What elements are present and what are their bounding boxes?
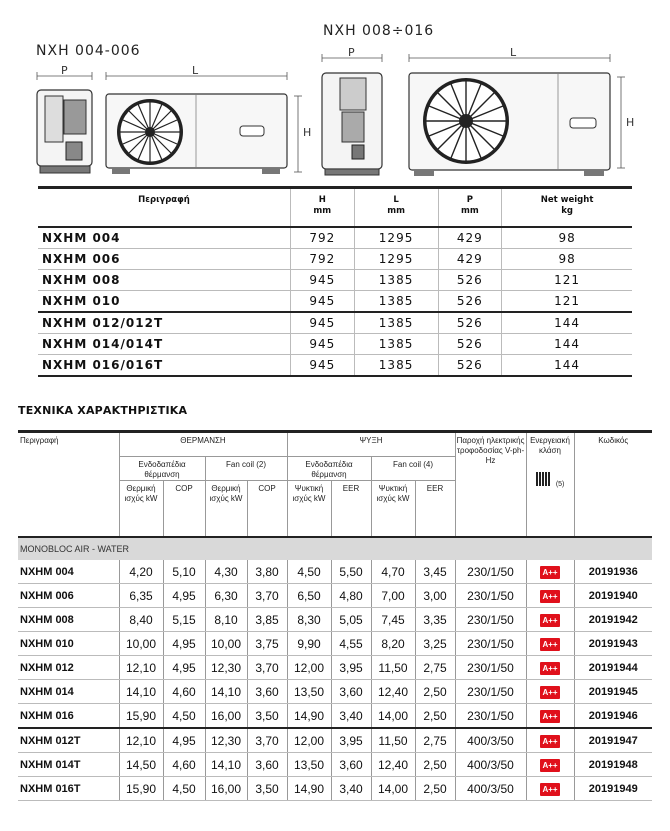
tech-cell: 8,30 (287, 608, 331, 632)
tech-cell: 15,90 (119, 777, 163, 801)
dims-cell: 1385 (354, 270, 438, 291)
tech-cell: 14,10 (205, 753, 247, 777)
dims-cell: 945 (291, 291, 355, 313)
dims-cell: 945 (291, 355, 355, 377)
tech-cell: 7,00 (371, 584, 415, 608)
dims-cell: 526 (438, 334, 502, 355)
tech-cell: 3,50 (247, 777, 287, 801)
dims-cell: 429 (438, 249, 502, 270)
tech-cell: 16,00 (205, 777, 247, 801)
dim-label-h-small: H (303, 126, 312, 139)
tech-cell: 4,60 (163, 753, 205, 777)
dims-cell: 1295 (354, 227, 438, 249)
tech-model-name: NXHM 006 (18, 584, 119, 608)
tech-cell: 3,60 (331, 680, 371, 704)
tech-cell: 400/3/50 (455, 728, 526, 753)
tech-cell: 8,40 (119, 608, 163, 632)
tech-header-floor-cooling: Ενδοδαπέδια θέρμανση (287, 457, 371, 481)
small-model-title: NXH 004-006 (36, 43, 141, 59)
dims-row (38, 227, 632, 249)
energy-class-badge: A++ (540, 686, 560, 699)
energy-class-badge: A++ (540, 710, 560, 723)
dims-cell: 121 (502, 270, 632, 291)
dim-label-h-large: H (626, 116, 635, 129)
dims-header-p: P mm (438, 188, 502, 228)
dims-cell: 1385 (354, 312, 438, 334)
tech-row (18, 680, 652, 704)
dim-label-p-large: P (348, 46, 355, 59)
tech-cell: 3,95 (331, 728, 371, 753)
tech-header-eer-2: EER (415, 481, 455, 538)
tech-header-description: Περιγραφή (18, 432, 119, 538)
dims-cell: 98 (502, 249, 632, 270)
energy-class-badge: A++ (540, 735, 560, 748)
tech-cell: 10,00 (205, 632, 247, 656)
dims-row (38, 312, 632, 334)
tech-cell: 6,50 (287, 584, 331, 608)
tech-cell: 16,00 (205, 704, 247, 729)
tech-cell: 5,10 (163, 560, 205, 584)
tech-cell: 12,00 (287, 656, 331, 680)
dims-model-name: NXHM 016/016T (38, 355, 291, 377)
dims-model-name: NXHM 012/012T (38, 312, 291, 334)
tech-row (18, 753, 652, 777)
tech-model-name: NXHM 012T (18, 728, 119, 753)
large-unit-front (409, 73, 610, 176)
dims-cell: 526 (438, 312, 502, 334)
tech-cell: 8,20 (371, 632, 415, 656)
tech-cell: 230/1/50 (455, 632, 526, 656)
tech-cell: 3,75 (247, 632, 287, 656)
tech-cell: 230/1/50 (455, 656, 526, 680)
tech-cell: 5,15 (163, 608, 205, 632)
tech-cell: 12,40 (371, 680, 415, 704)
product-code: 20191936 (574, 560, 652, 584)
tech-cell: 11,50 (371, 656, 415, 680)
tech-cell: 5,05 (331, 608, 371, 632)
tech-cell: 7,45 (371, 608, 415, 632)
product-code: 20191946 (574, 704, 652, 729)
product-code: 20191940 (574, 584, 652, 608)
energy-class-badge: A++ (540, 566, 560, 579)
dims-cell: 1385 (354, 334, 438, 355)
tech-cell: 4,80 (331, 584, 371, 608)
tech-model-name: NXHM 008 (18, 608, 119, 632)
tech-cell: 11,50 (371, 728, 415, 753)
tech-cell: 4,70 (371, 560, 415, 584)
tech-cell: 3,60 (247, 680, 287, 704)
tech-cell: 230/1/50 (455, 560, 526, 584)
tech-model-name: NXHM 014 (18, 680, 119, 704)
dims-model-name: NXHM 006 (38, 249, 291, 270)
tech-cell: 3,60 (247, 753, 287, 777)
tech-cell: 230/1/50 (455, 680, 526, 704)
dims-cell: 945 (291, 334, 355, 355)
tech-cell: 4,95 (163, 656, 205, 680)
tech-cell: 3,70 (247, 728, 287, 753)
energy-class-cell (526, 584, 574, 608)
tech-cell: 3,70 (247, 584, 287, 608)
tech-model-name: NXHM 004 (18, 560, 119, 584)
energy-class-cell (526, 608, 574, 632)
tech-cell: 12,30 (205, 728, 247, 753)
tech-header-cooling-2: Ψυκτική ισχύς kW (371, 481, 415, 538)
tech-cell: 3,00 (415, 584, 455, 608)
product-code: 20191948 (574, 753, 652, 777)
tech-cell: 14,50 (119, 753, 163, 777)
tech-cell: 6,35 (119, 584, 163, 608)
tech-cell: 12,40 (371, 753, 415, 777)
tech-section-title: ΤΕΧΝΙΚΑ ΧΑΡΑΚΤΗΡΙΣΤΙΚΑ (18, 404, 188, 417)
tech-cell: 400/3/50 (455, 753, 526, 777)
tech-row (18, 584, 652, 608)
tech-cell: 9,90 (287, 632, 331, 656)
energy-class-cell (526, 680, 574, 704)
tech-row (18, 632, 652, 656)
tech-header-heating: ΘΕΡΜΑΝΣΗ (119, 432, 287, 457)
tech-cell: 12,10 (119, 656, 163, 680)
product-code: 20191943 (574, 632, 652, 656)
dims-header-l: L mm (354, 188, 438, 228)
tech-cell: 400/3/50 (455, 777, 526, 801)
dims-cell: 144 (502, 312, 632, 334)
tech-cell: 14,90 (287, 704, 331, 729)
tech-row (18, 608, 652, 632)
dims-cell: 945 (291, 270, 355, 291)
tech-cell: 3,40 (331, 704, 371, 729)
tech-cell: 3,40 (331, 777, 371, 801)
energy-class-cell (526, 656, 574, 680)
tech-header-energy-label: Ενεργειακή κλάση (530, 436, 570, 455)
tech-row (18, 560, 652, 584)
dim-label-p-small: P (61, 64, 68, 77)
tech-cell: 12,10 (119, 728, 163, 753)
tech-cell: 8,10 (205, 608, 247, 632)
tech-cell: 3,45 (415, 560, 455, 584)
tech-cell: 230/1/50 (455, 584, 526, 608)
tech-model-name: NXHM 012 (18, 656, 119, 680)
tech-cell: 2,50 (415, 777, 455, 801)
tech-cell: 230/1/50 (455, 704, 526, 729)
tech-header-cop-1: COP (163, 481, 205, 538)
tech-row (18, 704, 652, 729)
tech-model-name: NXHM 014T (18, 753, 119, 777)
tech-cell: 12,00 (287, 728, 331, 753)
product-code: 20191949 (574, 777, 652, 801)
tech-cell: 5,50 (331, 560, 371, 584)
energy-class-cell (526, 704, 574, 729)
tech-cell: 14,00 (371, 777, 415, 801)
tech-header-cooling-1: Ψυκτική ισχύς kW (287, 481, 331, 538)
dims-header-h: H mm (291, 188, 355, 228)
dims-cell: 144 (502, 355, 632, 377)
group-row: MONOBLOC AIR - WATER (18, 537, 652, 560)
tech-cell: 12,30 (205, 656, 247, 680)
large-unit-side (322, 73, 382, 175)
product-drawings (0, 0, 670, 186)
energy-class-badge: A++ (540, 638, 560, 651)
dims-row (38, 249, 632, 270)
dims-cell: 98 (502, 227, 632, 249)
tech-model-name: NXHM 010 (18, 632, 119, 656)
dims-cell: 1385 (354, 291, 438, 313)
tech-header-energy (526, 432, 574, 538)
tech-specs-table (18, 430, 652, 801)
energy-class-badge: A++ (540, 614, 560, 627)
dims-cell: 792 (291, 249, 355, 270)
tech-header-fancoil-4: Fan coil (4) (371, 457, 455, 481)
tech-cell: 14,00 (371, 704, 415, 729)
tech-cell: 4,60 (163, 680, 205, 704)
energy-class-cell (526, 632, 574, 656)
product-code: 20191945 (574, 680, 652, 704)
product-code: 20191942 (574, 608, 652, 632)
dims-cell: 526 (438, 270, 502, 291)
energy-class-badge: A++ (540, 783, 560, 796)
tech-cell: 4,50 (287, 560, 331, 584)
product-code: 20191947 (574, 728, 652, 753)
dims-header-weight: Net weight kg (502, 188, 632, 228)
energy-class-cell (526, 753, 574, 777)
dim-label-l-small: L (192, 64, 199, 77)
tech-cell: 13,50 (287, 680, 331, 704)
tech-model-name: NXHM 016T (18, 777, 119, 801)
tech-cell: 10,00 (119, 632, 163, 656)
tech-row (18, 777, 652, 801)
tech-cell: 4,50 (163, 777, 205, 801)
tech-cell: 3,60 (331, 753, 371, 777)
dims-cell: 792 (291, 227, 355, 249)
dims-cell: 945 (291, 312, 355, 334)
tech-cell: 3,35 (415, 608, 455, 632)
dims-row (38, 355, 632, 377)
tech-cell: 14,10 (205, 680, 247, 704)
tech-cell: 2,50 (415, 704, 455, 729)
dims-model-name: NXHM 004 (38, 227, 291, 249)
dims-row (38, 334, 632, 355)
dims-cell: 1385 (354, 355, 438, 377)
small-unit-front (106, 94, 287, 174)
dims-cell: 121 (502, 291, 632, 313)
tech-cell: 230/1/50 (455, 608, 526, 632)
tech-cell: 3,80 (247, 560, 287, 584)
dims-model-name: NXHM 008 (38, 270, 291, 291)
dimensions-table (38, 186, 632, 377)
tech-cell: 2,75 (415, 656, 455, 680)
tech-cell: 3,25 (415, 632, 455, 656)
energy-class-cell (526, 777, 574, 801)
tech-cell: 2,75 (415, 728, 455, 753)
tech-row (18, 656, 652, 680)
dims-cell: 526 (438, 355, 502, 377)
tech-row (18, 728, 652, 753)
tech-cell: 6,30 (205, 584, 247, 608)
dims-model-name: NXHM 010 (38, 291, 291, 313)
energy-note: (5) (555, 481, 565, 488)
tech-cell: 14,10 (119, 680, 163, 704)
energy-class-badge: A++ (540, 759, 560, 772)
product-code: 20191944 (574, 656, 652, 680)
tech-header-floor-heating: Ενδοδαπέδια θέρμανση (119, 457, 205, 481)
tech-cell: 4,50 (163, 704, 205, 729)
tech-cell: 3,50 (247, 704, 287, 729)
dims-row (38, 291, 632, 313)
tech-cell: 3,70 (247, 656, 287, 680)
dims-row (38, 270, 632, 291)
dims-cell: 429 (438, 227, 502, 249)
energy-class-cell (526, 728, 574, 753)
tech-cell: 4,95 (163, 728, 205, 753)
dims-cell: 526 (438, 291, 502, 313)
tech-header-fancoil-2: Fan coil (2) (205, 457, 287, 481)
tech-cell: 15,90 (119, 704, 163, 729)
energy-class-badge: A++ (540, 590, 560, 603)
tech-header-code: Κωδικός (574, 432, 652, 538)
large-model-title: NXH 008÷016 (323, 23, 435, 39)
tech-header-cooling: ΨΥΞΗ (287, 432, 455, 457)
tech-header-power: Παροχή ηλεκτρικής τροφοδοσίας V-ph-Hz (455, 432, 526, 538)
energy-class-badge: A++ (540, 662, 560, 675)
dim-label-l-large: L (510, 46, 517, 59)
tech-header-eer-1: EER (331, 481, 371, 538)
tech-header-thermal-2: Θερμική ισχύς kW (205, 481, 247, 538)
dims-header-description: Περιγραφή (138, 195, 190, 205)
tech-cell: 3,95 (331, 656, 371, 680)
tech-cell: 2,50 (415, 753, 455, 777)
dims-cell: 144 (502, 334, 632, 355)
energy-class-cell (526, 560, 574, 584)
tech-cell: 2,50 (415, 680, 455, 704)
tech-cell: 3,85 (247, 608, 287, 632)
energy-scale-icon (528, 472, 573, 490)
tech-cell: 4,30 (205, 560, 247, 584)
tech-header-cop-2: COP (247, 481, 287, 538)
dims-cell: 1295 (354, 249, 438, 270)
tech-model-name: NXHM 016 (18, 704, 119, 729)
tech-cell: 13,50 (287, 753, 331, 777)
tech-cell: 4,95 (163, 584, 205, 608)
tech-cell: 14,90 (287, 777, 331, 801)
tech-header-thermal-1: Θερμική ισχύς kW (119, 481, 163, 538)
tech-cell: 4,55 (331, 632, 371, 656)
tech-cell: 4,20 (119, 560, 163, 584)
small-unit-side (37, 90, 92, 173)
tech-cell: 4,95 (163, 632, 205, 656)
dims-model-name: NXHM 014/014T (38, 334, 291, 355)
